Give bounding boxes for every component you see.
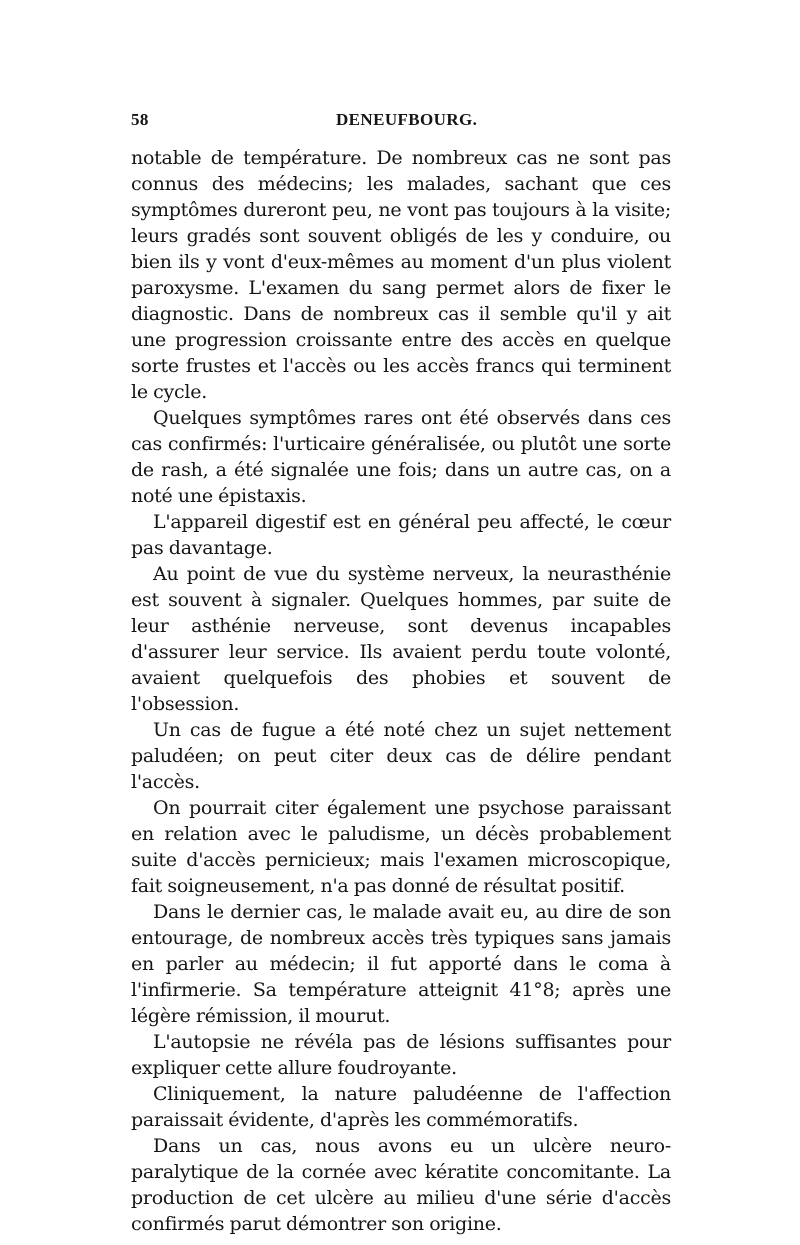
paragraph: Dans le dernier cas, le malade avait eu, au dire de son entourage, de nombreux accès très typiques sans jamais en parler au médecin; il fut apporté dans le coma à l'infirmerie. Sa température atteignit 41°8; après une légère rémission, il mourut. [131, 901, 671, 1027]
paragraph: Au point de vue du système nerveux, la neurasthénie est souvent à signaler. Quelques hommes, par suite de leur asthénie nerveuse, sont devenus incapables d'assurer leur service. Ils avaient perdu toute volonté, avaient quelquefois des phobies et souvent de l'obsession. [131, 563, 671, 715]
paragraph: L'autopsie ne révéla pas de lésions suffisantes pour expliquer cette allure foudroyante. [131, 1031, 671, 1079]
paragraph: Un cas de fugue a été noté chez un sujet nettement paludéen; on peut citer deux cas de délire pendant l'accès. [131, 719, 671, 793]
paragraph: Dans un cas, nous avons eu un ulcère neuro-paralytique de la cornée avec kératite concomitante. La production de cet ulcère au milieu d'une série d'accès confirmés parut démontrer son origine. [131, 1135, 671, 1235]
paragraph: Quelques symptômes rares ont été observés dans ces cas confirmés: l'urticaire généralisée, ou plutôt une sorte de rash, a été signalée une fois; dans un autre cas, on a noté une épistaxis. [131, 407, 671, 507]
paragraph: L'appareil digestif est en général peu affecté, le cœur pas davantage. [131, 511, 671, 559]
body-text [131, 145, 671, 1237]
paragraph: On pourrait citer également une psychose paraissant en relation avec le paludisme, un décès probablement suite d'accès pernicieux; mais l'examen microscopique, fait soigneusement, n'a pas donné de résultat positif. [131, 797, 671, 897]
paragraph: Cliniquement, la nature paludéenne de l'affection paraissait évidente, d'après les commémoratifs. [131, 1083, 671, 1131]
paragraph: notable de température. De nombreux cas ne sont pas connus des médecins; les malades, sachant que ces symptômes dureront peu, ne vont pas toujours à la visite; leurs gradés sont souvent obligés de les y conduire, ou bien ils y vont d'eux-mêmes au moment d'un plus violent paroxysme. L'examen du sang permet alors de fixer le diagnostic. Dans de nombreux cas il semble qu'il y ait une progression croissante entre des accès en quelque sorte frustes et l'accès ou les accès francs qui terminent le cycle. [131, 147, 671, 403]
page-header [131, 110, 671, 134]
page-number: 58 [131, 110, 149, 129]
running-head: DENEUFBOURG. [336, 110, 478, 129]
